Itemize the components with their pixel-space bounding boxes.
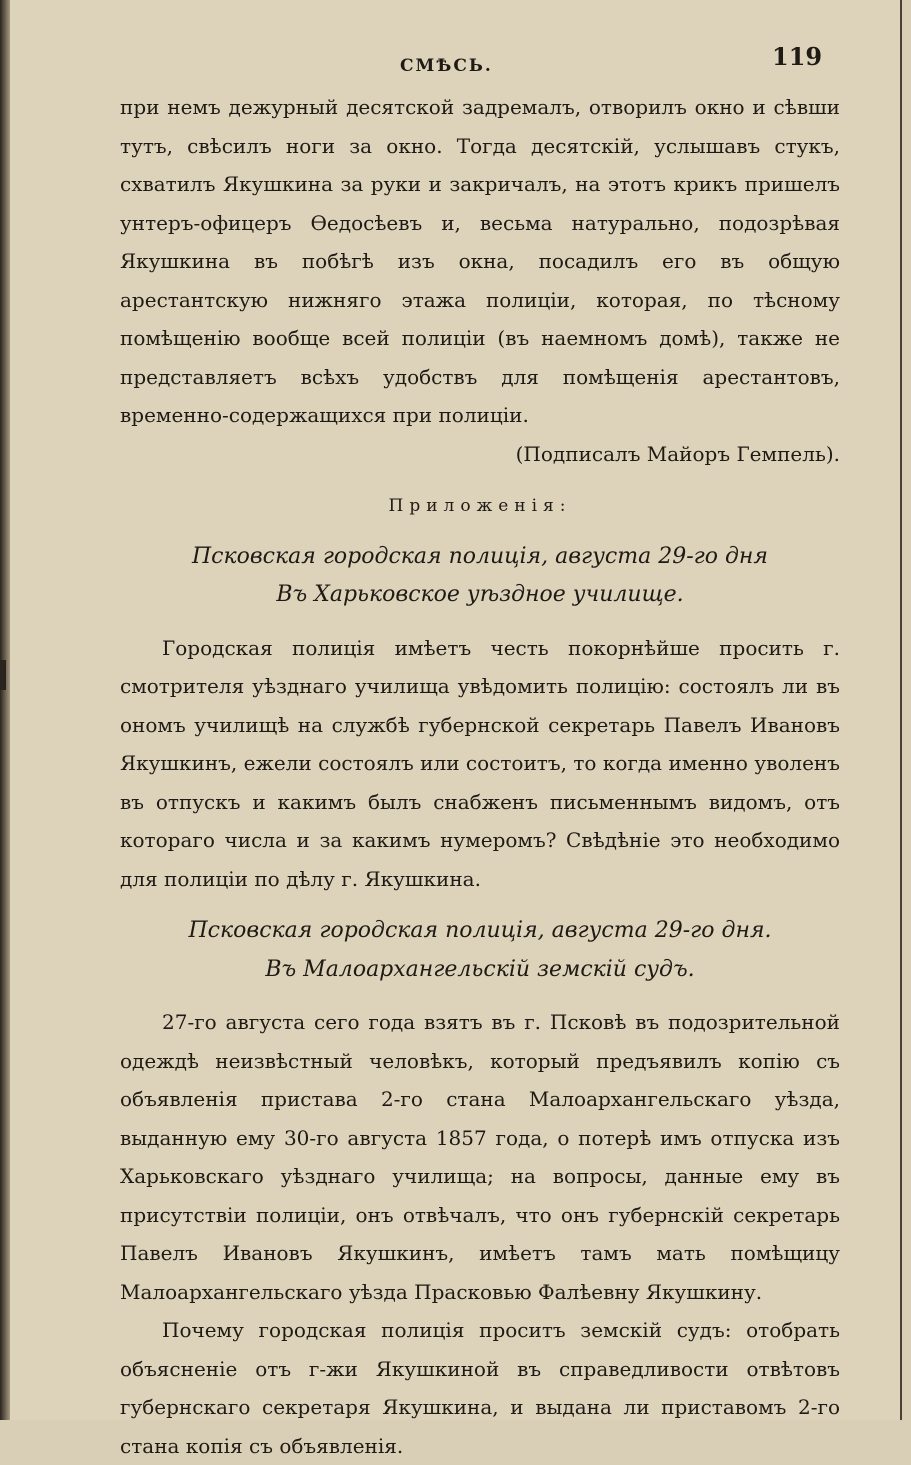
page-number: 119 — [772, 42, 823, 71]
book-spine — [0, 0, 10, 1420]
section2-title: Псковская городская полиція, августа 29-го дня. — [188, 918, 772, 943]
section1-addressee: Въ Харьковское уѣздное училище. — [276, 582, 684, 607]
spacer — [120, 615, 840, 629]
running-head: СМѢСЬ. — [400, 56, 493, 76]
spacer — [120, 989, 840, 1003]
appendix-heading: Приложенія: — [388, 496, 572, 516]
section1-text: Городская полиція имѣетъ честь покорнѣйше просить г. смотрителя уѣзднаго училища увѣдомить полицію: состоялъ ли въ ономъ училищѣ на службѣ губернской секретарь Павелъ Ивановъ Якушкинъ, ежели состоялъ или состоитъ, то когда именно уволенъ въ отпускъ и какимъ былъ снабженъ письменнымъ видомъ, отъ котораго числа и за какимъ нумеромъ? Свѣдѣніе это необходимо для полиціи по дѣлу г. Якушкина. — [120, 635, 840, 891]
section1-title: Псковская городская полиція, августа 29-го дня — [191, 543, 768, 569]
page-body — [120, 88, 840, 1465]
section2-addressee: Въ Малоархангельскій земскій судъ. — [265, 956, 695, 982]
spacer — [120, 898, 840, 912]
section2-text: 27-го августа сего года взятъ въ г. Псковѣ въ подозрительной одеждѣ неизвѣстный человѣкъ, который предъявилъ копію съ объявленія пристава 2-го стана Малоархангельскаго уѣзда, выданную ему 30-го августа 1857 года, о потерѣ имъ отпуска изъ Харьковскаго уѣзднаго училища; на вопросы, данные ему въ присутствіи полиціи, онъ отвѣчалъ, что онъ губернскій секретарь Павелъ Ивановъ Якушкинъ, имѣетъ тамъ мать помѣщицу Малоархангельскаго уѣзда Прасковью Фалѣевну Якушкину. — [120, 1010, 840, 1304]
page-edge-mark — [0, 660, 6, 690]
signature-line: (Подписалъ Майоръ Гемпель). — [515, 441, 840, 466]
section2-text2: Почему городская полиція проситъ земскій судъ: отобрать объясненіе отъ г-жи Якушкиной въ справедливости отвѣтовъ губернскаго секретаря Якушкина, и выдана ли приставомъ 2-го стана копія съ объявленія. — [120, 1318, 840, 1458]
opening-paragraph: при немъ дежурный десятской задремалъ, отворилъ окно и сѣвши тутъ, свѣсилъ ноги за окно. Тогда десятскій, услышавъ стукъ, схватилъ Якушкина за руки и закричалъ, на этотъ крикъ пришелъ унтеръ-офицеръ Ѳедосѣевъ и, весьма натурально, подозрѣвая Якушкина въ побѣгѣ изъ окна, посадилъ его въ общую арестантскую нижняго этажа полиціи, которая, по тѣсному помѣщенію вообще всей полиціи (въ наемномъ домѣ), также не представляетъ всѣхъ удобствъ для помѣщенія арестантовъ, временно-содержащихся при полиціи. — [120, 95, 840, 427]
